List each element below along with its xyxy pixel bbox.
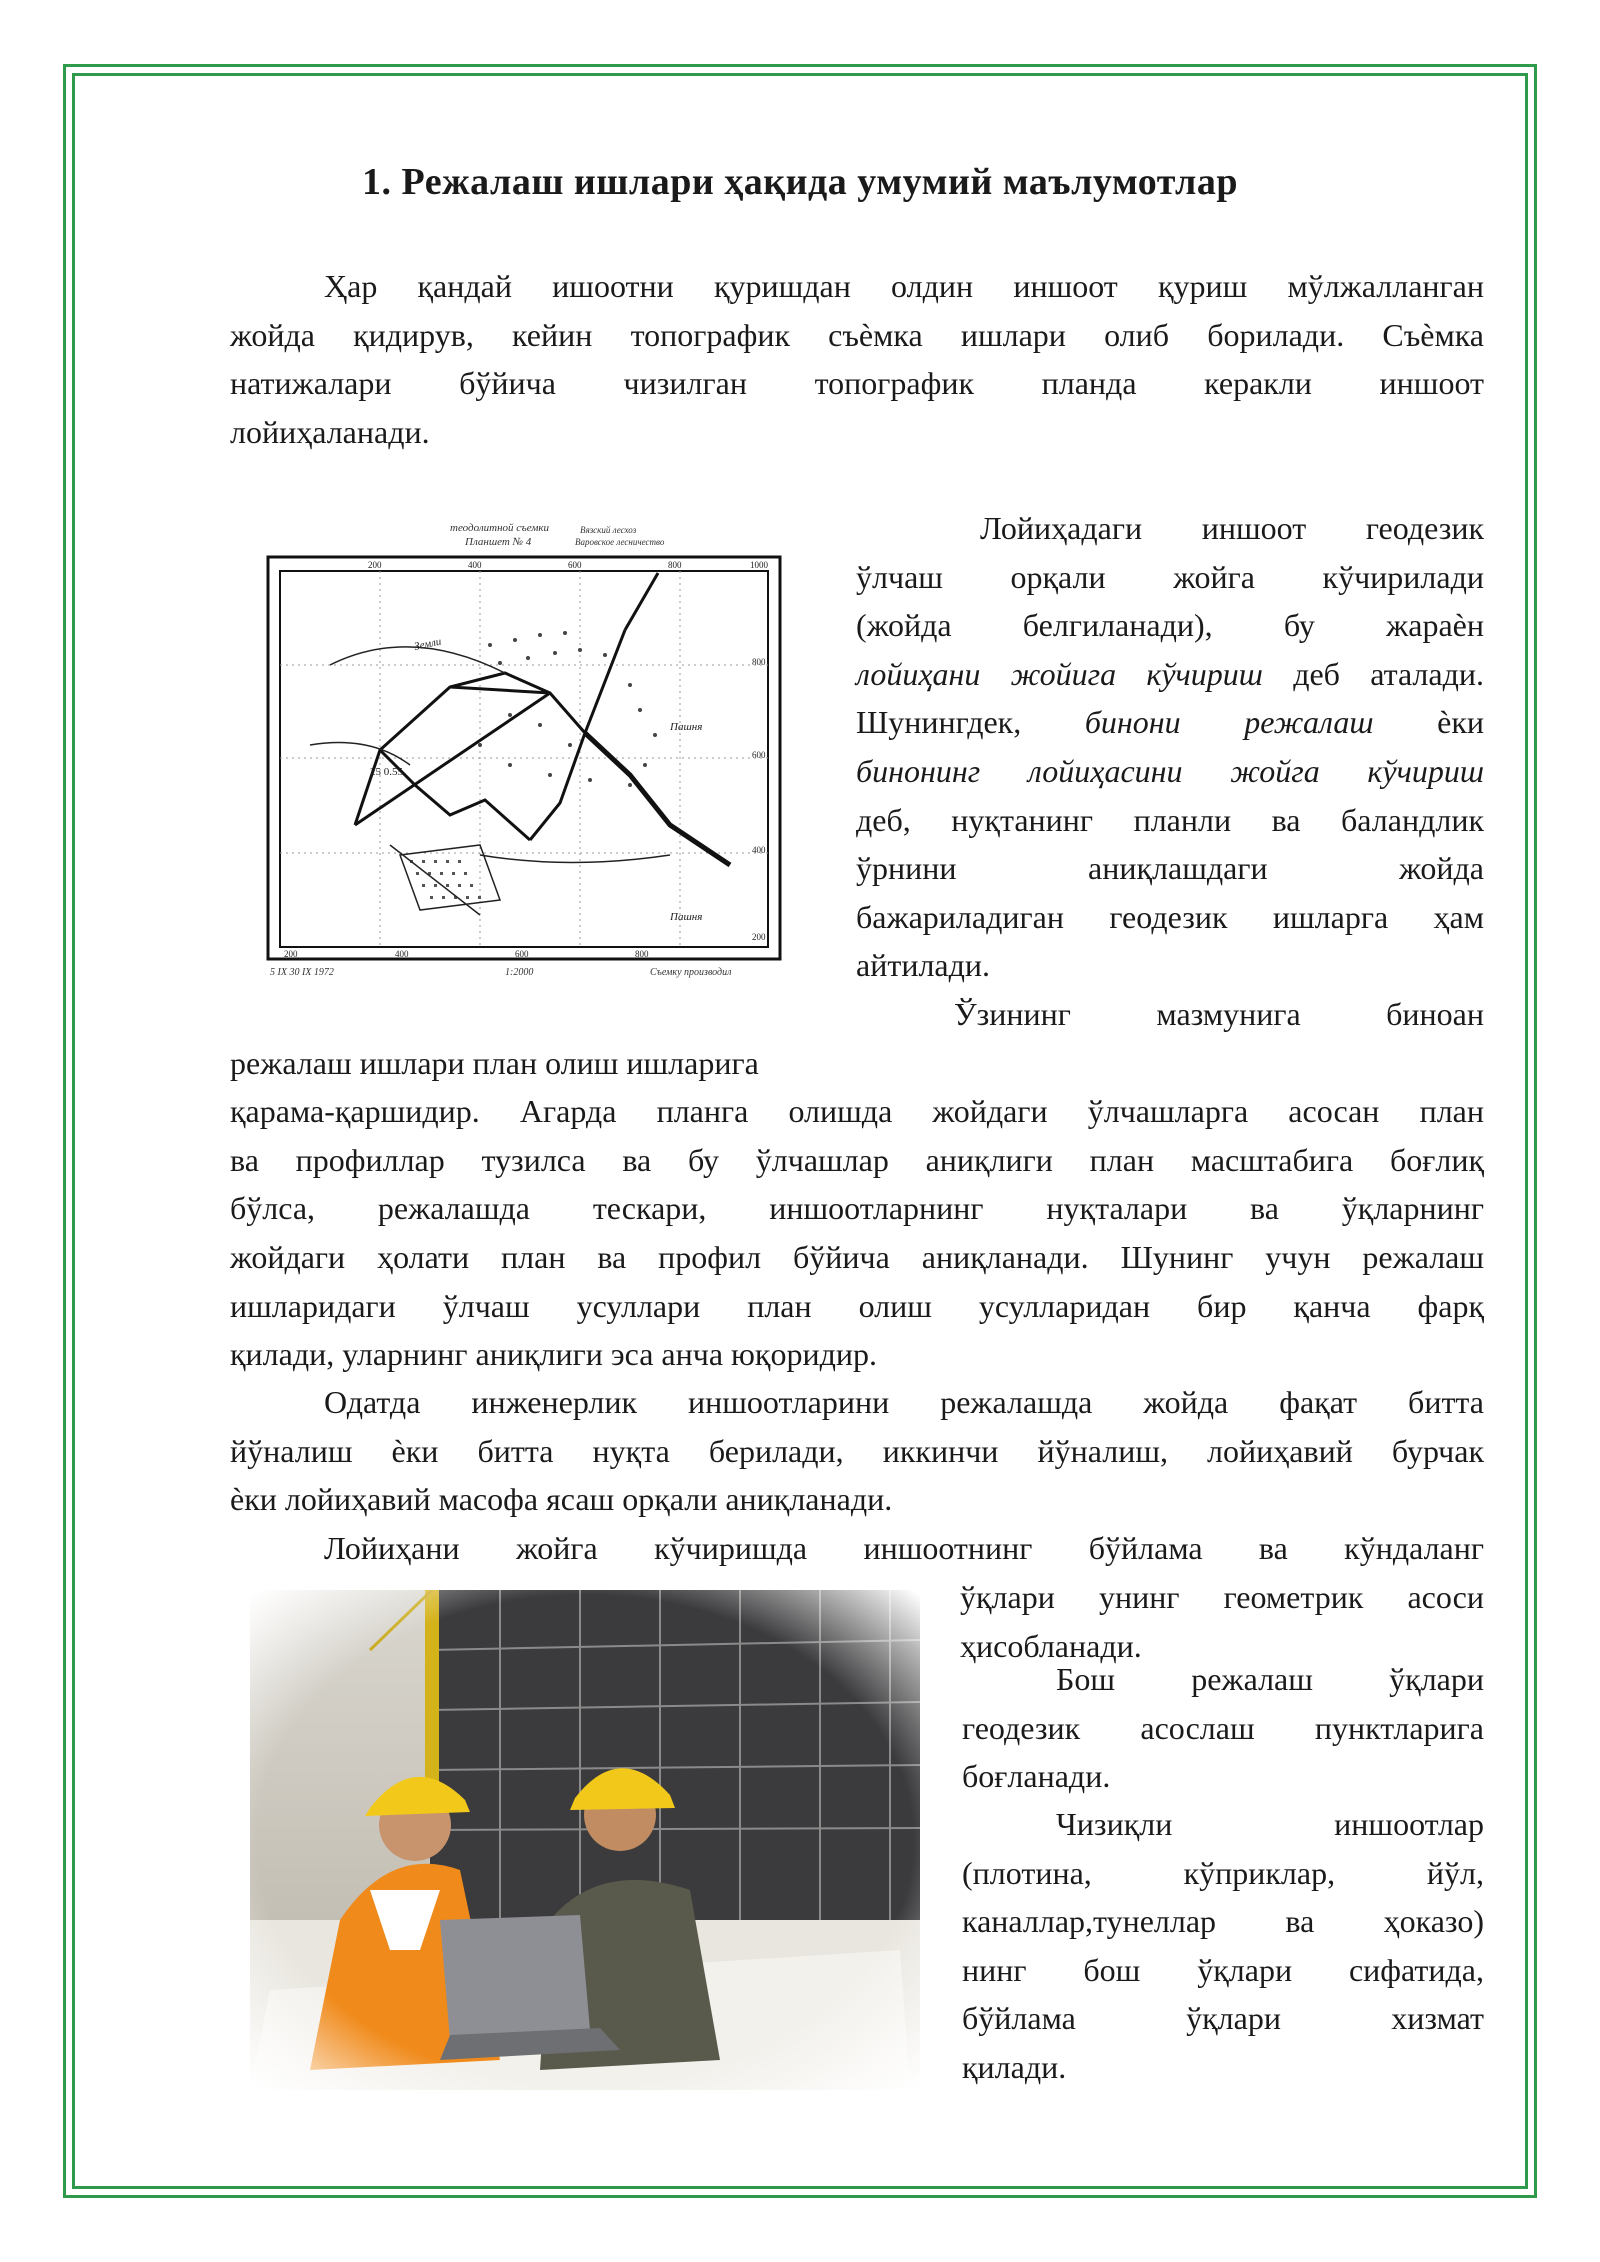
text-line: жойда қидирув, кейин топографик съѐмка ишлари олиб борилади. Съѐмка [230, 316, 1484, 353]
scale-label: 600 [515, 949, 529, 959]
text-line: йўналиш ѐки битта нуқта берилади, иккинчи йўналиш, лойиҳавий бурчак [230, 1432, 1484, 1469]
topographic-plan-figure [250, 515, 800, 985]
paragraph-intro [230, 262, 1484, 456]
text-line: (плотина, кўприклар, йўл, [962, 1854, 1484, 1891]
text-line: ишларидаги ўлчаш усуллари план олиш усулларидан бир қанча фарқ [230, 1287, 1484, 1324]
paragraph-directions [230, 1378, 1484, 1524]
text-line [856, 747, 1484, 796]
engineers-construction-photo [250, 1590, 920, 2090]
paragraph-contrast [230, 990, 1484, 1379]
text-line: бўлса, режалашда тескари, иншоотларнинг нуқталари ва ўқларнинг [230, 1190, 1484, 1227]
map-footer: 1:2000 [505, 967, 534, 978]
italic-term: бинони режалаш [1084, 704, 1374, 741]
text-line: Ҳар қандай ишоотни қуришдан олдин иншоот қуриш мўлжалланган [324, 268, 1484, 304]
text-line: нинг бош ўқлари сифатида, [962, 1951, 1484, 1988]
text-line: каналлар,тунеллар ва ҳоказо) [962, 1903, 1484, 1940]
map-label: Пашня [670, 911, 703, 923]
italic-term: бинонинг лойиҳасини жойга кўчириш [856, 752, 1484, 789]
text-line: бажариладиган геодезик ишларга ҳам [856, 898, 1484, 935]
text-line: айтилади. [856, 947, 991, 984]
italic-term: лойиҳани жойига кўчириш [856, 655, 1263, 692]
text-line: қилади, уларнинг аниқлиги эса анча юқоридир. [230, 1336, 877, 1373]
map-inner-frame [280, 571, 768, 947]
text-line: лойиҳани жойига кўчириш деб аталади. [856, 655, 1485, 692]
map-label: 25 0.55 [370, 766, 403, 778]
map-caption: Варовское лесничество [575, 537, 665, 547]
text-line: ҳисобланади. [960, 1627, 1142, 1664]
traverse-line [355, 673, 585, 840]
scale-label: 600 [752, 750, 766, 760]
paragraph-axes [230, 1524, 1484, 1573]
scale-label: 400 [752, 845, 766, 855]
text-line: қилади. [962, 2048, 1067, 2085]
map-label: Земли [413, 635, 443, 653]
map-outer-frame [268, 557, 780, 959]
text-line: Чизиқли иншоотлар [1056, 1806, 1484, 1842]
paragraph-linear-structures [962, 1800, 1484, 2092]
text-line: қарама-қаршидир. Агарда планга олишда жойдаги ўлчашларга асосан план [230, 1093, 1484, 1130]
map-caption: Вязский лесхоз [580, 525, 637, 535]
scale-label: 800 [752, 657, 766, 667]
text-line: режалаш ишлари план олиш ишларига [230, 1044, 759, 1081]
text-line: натижалари бўйича чизилган топографик планда керакли иншоот [230, 365, 1484, 402]
text-line: жойдаги ҳолати план ва профил бўйича аниқланади. Шунинг учун режалаш [230, 1238, 1484, 1275]
scale-label: 200 [752, 932, 766, 942]
text-line: (жойда белгиланади), бу жараѐн [856, 607, 1484, 644]
text-line: деб, нуқтанинг планли ва баландлик [856, 801, 1484, 838]
paragraph-main-axes [962, 1655, 1484, 1801]
map-footer: 5 IX 30 IX 1972 [270, 967, 334, 978]
text-line: лойиҳаланади. [230, 413, 430, 450]
map-caption: теодолитной съемки [450, 522, 549, 534]
scale-label: 200 [284, 949, 298, 959]
text-line: ўрнини аниқлашдаги жойда [856, 850, 1484, 887]
text-line: Лойиҳани жойга кўчиришда иншоотнинг бўйлама ва кўндаланг [324, 1530, 1484, 1566]
map-label: Пашня [670, 721, 703, 733]
paragraph-layout-definition [856, 504, 1484, 990]
text-line: Лойиҳадаги иншоот геодезик [980, 510, 1484, 546]
scale-label: 800 [668, 560, 682, 570]
scale-label: 200 [368, 560, 382, 570]
scale-label: 400 [395, 949, 409, 959]
text-line: ва профиллар тузилса ва бу ўлчашлар аниқлиги план масштабига боғлиқ [230, 1141, 1484, 1178]
scale-label: 600 [568, 560, 582, 570]
text-line: ѐки лойиҳавий масофа ясаш орқали аниқланади. [230, 1481, 893, 1518]
scale-label: 400 [468, 560, 482, 570]
section-title: 1. Режалаш ишлари ҳақида умумий маълумотлар [362, 161, 1238, 203]
scale-label: 1000 [750, 560, 768, 570]
text-line: Шунингдек, бинони режалаш ѐки [856, 704, 1485, 741]
text-line: ўқлари унинг геометрик асоси [960, 1579, 1484, 1615]
text-line: Одатда инженерлик иншоотларини режалашда жойда фақат битта [324, 1384, 1484, 1420]
text-line: боғланади. [962, 1758, 1111, 1795]
text-line: ўлчаш орқали жойга кўчирилади [856, 558, 1484, 595]
map-caption: Планшет № 4 [465, 536, 532, 548]
map-footer: Съемку производил [650, 967, 732, 978]
text-line: бўйлама ўқлари хизмат [962, 2000, 1484, 2037]
scale-label: 800 [635, 949, 649, 959]
text-line: геодезик асослаш пунктларига [962, 1709, 1484, 1746]
text-line: Бош режалаш ўқлари [1056, 1661, 1484, 1697]
text-line: Ўзининг мазмунига биноан [954, 996, 1484, 1032]
